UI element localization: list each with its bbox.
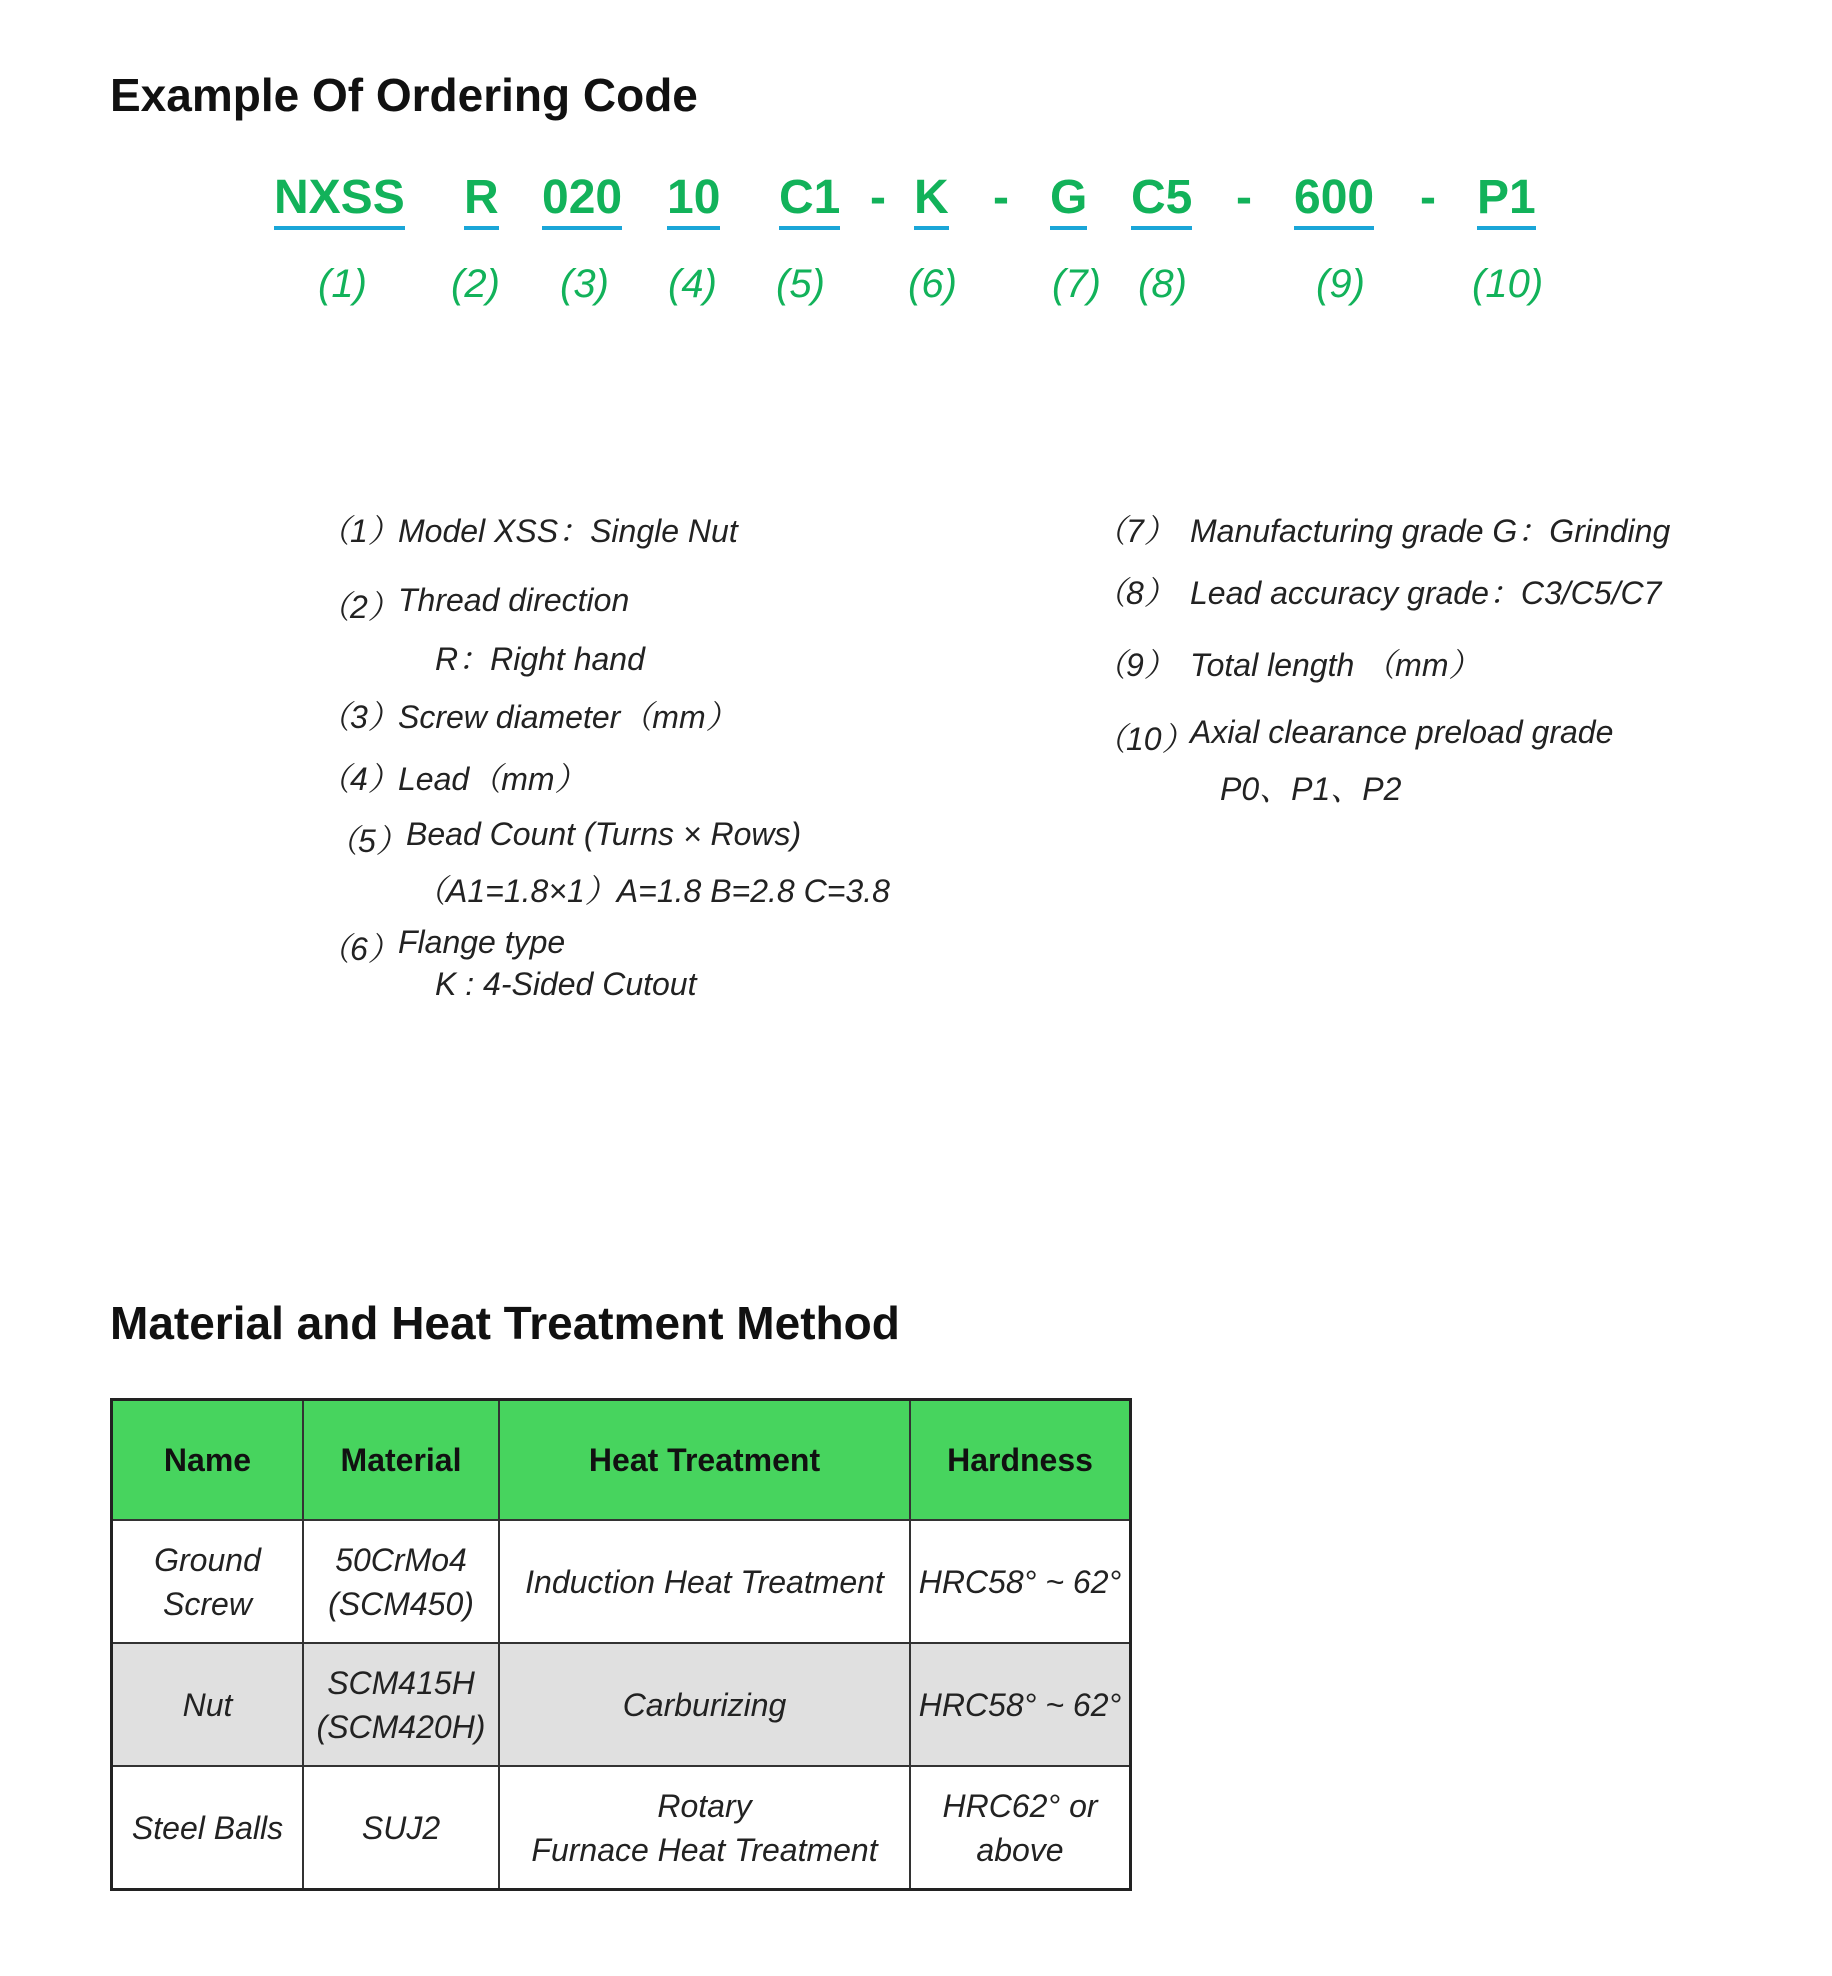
code-thread-direction: R [464, 172, 499, 230]
column-header-heat-treatment: Heat Treatment [499, 1400, 910, 1521]
code-preload: P1 [1477, 172, 1536, 230]
cell-hardness: HRC62° or above [910, 1766, 1131, 1890]
cell-name: Steel Balls [112, 1766, 304, 1890]
cell-heat-treatment: Induction Heat Treatment [499, 1520, 910, 1643]
cell-hardness: HRC58° ~ 62° [910, 1643, 1131, 1766]
table-row [112, 1766, 1131, 1890]
code-dash: - [1420, 171, 1436, 224]
table-row [112, 1643, 1131, 1766]
desc-sub: （A1=1.8×1）A=1.8 B=2.8 C=3.8 [414, 873, 890, 909]
desc-text: Manufacturing grade G：Grinding [1190, 513, 1671, 549]
desc-num: （9） [1094, 647, 1176, 683]
table-header-row [112, 1400, 1131, 1521]
table-row [112, 1520, 1131, 1643]
desc-text: Bead Count (Turns × Rows) [406, 816, 802, 852]
desc-text: Thread direction [398, 582, 630, 618]
desc-sub: K : 4-Sided Cutout [435, 966, 697, 1002]
desc-num: （5） [326, 823, 408, 859]
desc-text: Axial clearance preload grade [1190, 714, 1614, 750]
cell-name: Ground Screw [112, 1520, 304, 1643]
desc-text: Screw diameter（mm） [398, 699, 738, 735]
column-header-hardness: Hardness [910, 1400, 1131, 1521]
desc-text: Lead（mm） [398, 761, 587, 797]
desc-num: （8） [1094, 575, 1176, 611]
code-flange: K [914, 172, 949, 230]
code-number: (7) [1052, 262, 1101, 306]
code-number: (5) [776, 262, 825, 306]
code-number: (9) [1316, 262, 1365, 306]
code-number: (2) [451, 262, 500, 306]
cell-material: SUJ2 [303, 1766, 499, 1890]
code-lead: 10 [667, 172, 720, 230]
code-dash: - [870, 171, 886, 224]
desc-text: Model XSS：Single Nut [398, 513, 738, 549]
code-total-length: 600 [1294, 172, 1374, 230]
column-header-material: Material [303, 1400, 499, 1521]
code-screw-diameter: 020 [542, 172, 622, 230]
code-number: (4) [668, 262, 717, 306]
code-dash: - [1236, 171, 1252, 224]
cell-material: 50CrMo4 (SCM450) [303, 1520, 499, 1643]
desc-num: （2） [318, 589, 400, 625]
code-manufacturing-grade: G [1050, 172, 1087, 230]
material-title: Material and Heat Treatment Method [110, 1297, 900, 1349]
cell-heat-treatment: Rotary Furnace Heat Treatment [499, 1766, 910, 1890]
column-header-name: Name [112, 1400, 304, 1521]
cell-name: Nut [112, 1643, 304, 1766]
code-number: (6) [908, 262, 957, 306]
code-number: (1) [318, 262, 367, 306]
desc-num: （3） [318, 699, 400, 735]
desc-num: （10） [1094, 721, 1194, 757]
desc-text: Flange type [398, 924, 566, 960]
desc-num: （1） [318, 513, 400, 549]
cell-material: SCM415H (SCM420H) [303, 1643, 499, 1766]
desc-num: （7） [1094, 513, 1176, 549]
code-dash: - [993, 171, 1009, 224]
desc-text: Lead accuracy grade：C3/C5/C7 [1190, 575, 1662, 611]
code-accuracy-grade: C5 [1131, 172, 1192, 230]
code-model: NXSS [274, 172, 405, 230]
code-number: (10) [1472, 262, 1544, 306]
desc-num: （6） [318, 931, 400, 967]
desc-num: （4） [318, 761, 400, 797]
code-bead-count: C1 [779, 172, 840, 230]
ordering-title: Example Of Ordering Code [110, 69, 698, 121]
cell-heat-treatment: Carburizing [499, 1643, 910, 1766]
desc-sub: R：Right hand [435, 641, 645, 677]
desc-sub: P0、P1、P2 [1220, 771, 1402, 807]
cell-hardness: HRC58° ~ 62° [910, 1520, 1131, 1643]
code-number: (3) [560, 262, 609, 306]
code-number: (8) [1138, 262, 1187, 306]
desc-text: Total length （mm） [1190, 647, 1481, 683]
material-table [110, 1398, 1132, 1891]
